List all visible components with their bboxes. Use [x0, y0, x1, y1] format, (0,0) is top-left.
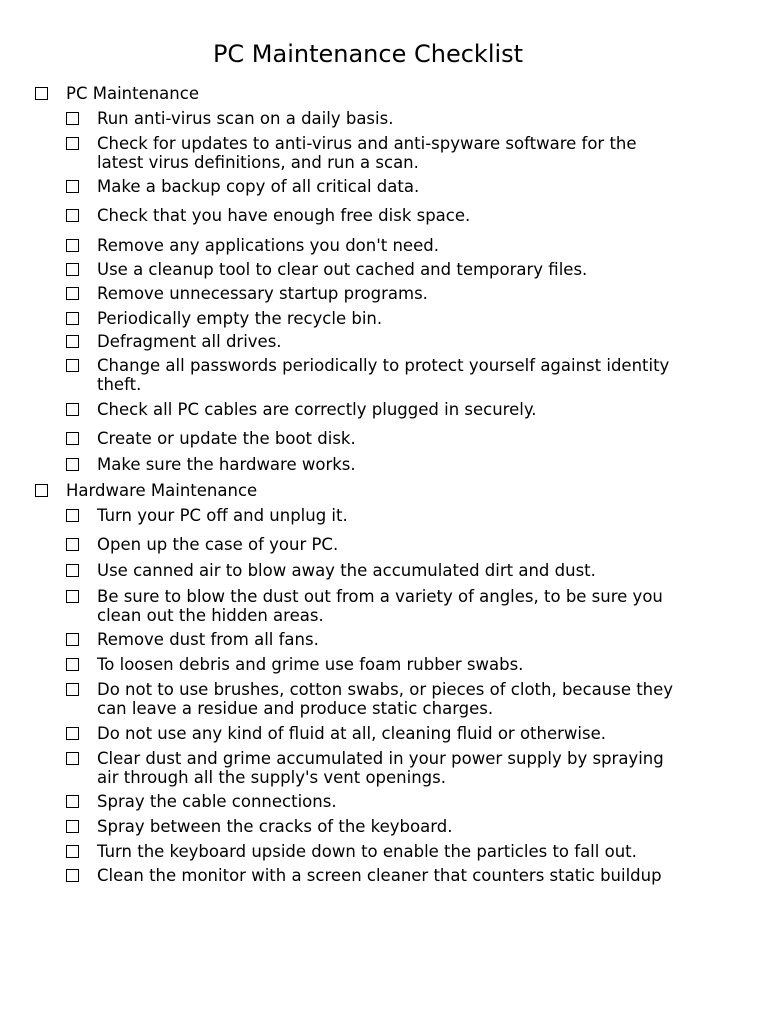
checklist-item	[97, 134, 637, 172]
checklist-item	[97, 309, 382, 328]
item-text-line: Make a backup copy of all critical data.	[97, 177, 420, 196]
page-title: PC Maintenance Checklist	[212, 40, 524, 68]
checklist-item	[97, 749, 664, 787]
item-text-line: theft.	[97, 375, 142, 394]
item-checkbox[interactable]	[66, 209, 79, 222]
checklist-item	[97, 332, 282, 351]
item-text-line: Check for updates to anti-virus and anti-spyware software for the	[97, 134, 637, 153]
item-checkbox[interactable]	[66, 683, 79, 696]
item-checkbox[interactable]	[66, 538, 79, 551]
item-text-line: Check that you have enough free disk space.	[97, 206, 471, 225]
checklist-item	[97, 655, 523, 674]
item-text-line: clean out the hidden areas.	[97, 606, 324, 625]
item-text-line: Remove any applications you don't need.	[97, 236, 439, 255]
checklist-item	[97, 400, 536, 419]
checklist-item	[97, 260, 587, 279]
item-text-line: Create or update the boot disk.	[97, 429, 356, 448]
item-checkbox[interactable]	[66, 820, 79, 833]
checklist-item	[97, 817, 452, 836]
item-checkbox[interactable]	[66, 432, 79, 445]
section-checkbox[interactable]	[35, 87, 48, 100]
checklist-item	[97, 109, 393, 128]
section-heading	[66, 84, 199, 103]
item-text-line: air through all the supply's vent openings.	[97, 768, 446, 787]
item-text-line: Turn your PC off and unplug it.	[97, 506, 348, 525]
item-checkbox[interactable]	[66, 564, 79, 577]
item-checkbox[interactable]	[66, 795, 79, 808]
item-checkbox[interactable]	[66, 335, 79, 348]
item-text-line: Clean the monitor with a screen cleaner that counters static buildup	[97, 866, 662, 885]
item-checkbox[interactable]	[66, 403, 79, 416]
item-checkbox[interactable]	[66, 727, 79, 740]
item-text-line: Remove unnecessary startup programs.	[97, 284, 428, 303]
item-text-line: Spray the cable connections.	[97, 792, 337, 811]
item-text-line: Use a cleanup tool to clear out cached and temporary files.	[97, 260, 588, 279]
item-text-line: Change all passwords periodically to protect yourself against identity	[97, 356, 670, 375]
item-text-line: Check all PC cables are correctly plugged in securely.	[97, 400, 537, 419]
checklist-item	[97, 724, 606, 743]
checklist-item	[97, 680, 673, 718]
checklist-item	[97, 792, 337, 811]
item-checkbox[interactable]	[66, 869, 79, 882]
item-text-line: Open up the case of your PC.	[97, 535, 339, 554]
item-checkbox[interactable]	[66, 509, 79, 522]
checklist-item	[97, 429, 356, 448]
item-text-line: Run anti-virus scan on a daily basis.	[97, 109, 394, 128]
item-checkbox[interactable]	[66, 137, 79, 150]
section-heading	[66, 481, 257, 500]
item-text-line: Make sure the hardware works.	[97, 455, 356, 474]
checklist-item	[97, 177, 419, 196]
item-text-line: Remove dust from all fans.	[97, 630, 319, 649]
item-checkbox[interactable]	[66, 633, 79, 646]
item-text-line: Do not to use brushes, cotton swabs, or pieces of cloth, because they	[97, 680, 674, 699]
item-checkbox[interactable]	[66, 239, 79, 252]
checklist-item	[97, 561, 596, 580]
checklist-item	[97, 506, 348, 525]
section-checkbox[interactable]	[35, 484, 48, 497]
checklist-item	[97, 866, 662, 885]
item-text-line: latest virus definitions, and run a scan.	[97, 153, 419, 172]
item-checkbox[interactable]	[66, 180, 79, 193]
item-text-line: Periodically empty the recycle bin.	[97, 309, 383, 328]
item-checkbox[interactable]	[66, 287, 79, 300]
item-text-line: Spray between the cracks of the keyboard.	[97, 817, 453, 836]
item-text-line: Turn the keyboard upside down to enable the particles to fall out.	[97, 842, 637, 861]
checklist-item	[97, 236, 439, 255]
item-checkbox[interactable]	[66, 458, 79, 471]
checklist-item	[97, 630, 319, 649]
checklist-item	[97, 206, 470, 225]
item-checkbox[interactable]	[66, 590, 79, 603]
item-text-line: Defragment all drives.	[97, 332, 282, 351]
item-checkbox[interactable]	[66, 658, 79, 671]
item-checkbox[interactable]	[66, 359, 79, 372]
item-checkbox[interactable]	[66, 845, 79, 858]
item-text-line: Be sure to blow the dust out from a variety of angles, to be sure you	[97, 587, 663, 606]
checklist-item	[97, 842, 637, 861]
item-text-line: Clear dust and grime accumulated in your power supply by spraying	[97, 749, 664, 768]
section-label: Hardware Maintenance	[66, 481, 258, 500]
checklist-item	[97, 356, 669, 394]
item-checkbox[interactable]	[66, 263, 79, 276]
item-text-line: can leave a residue and produce static charges.	[97, 699, 494, 718]
checklist-item	[97, 535, 338, 554]
item-checkbox[interactable]	[66, 312, 79, 325]
item-text-line: To loosen debris and grime use foam rubber swabs.	[97, 655, 524, 674]
checklist-item	[97, 284, 428, 303]
item-checkbox[interactable]	[66, 112, 79, 125]
item-text-line: Use canned air to blow away the accumulated dirt and dust.	[97, 561, 596, 580]
item-checkbox[interactable]	[66, 752, 79, 765]
checklist-item	[97, 587, 663, 625]
section-label: PC Maintenance	[66, 84, 199, 103]
item-text-line: Do not use any kind of fluid at all, cleaning fluid or otherwise.	[97, 724, 606, 743]
checklist-item	[97, 455, 356, 474]
